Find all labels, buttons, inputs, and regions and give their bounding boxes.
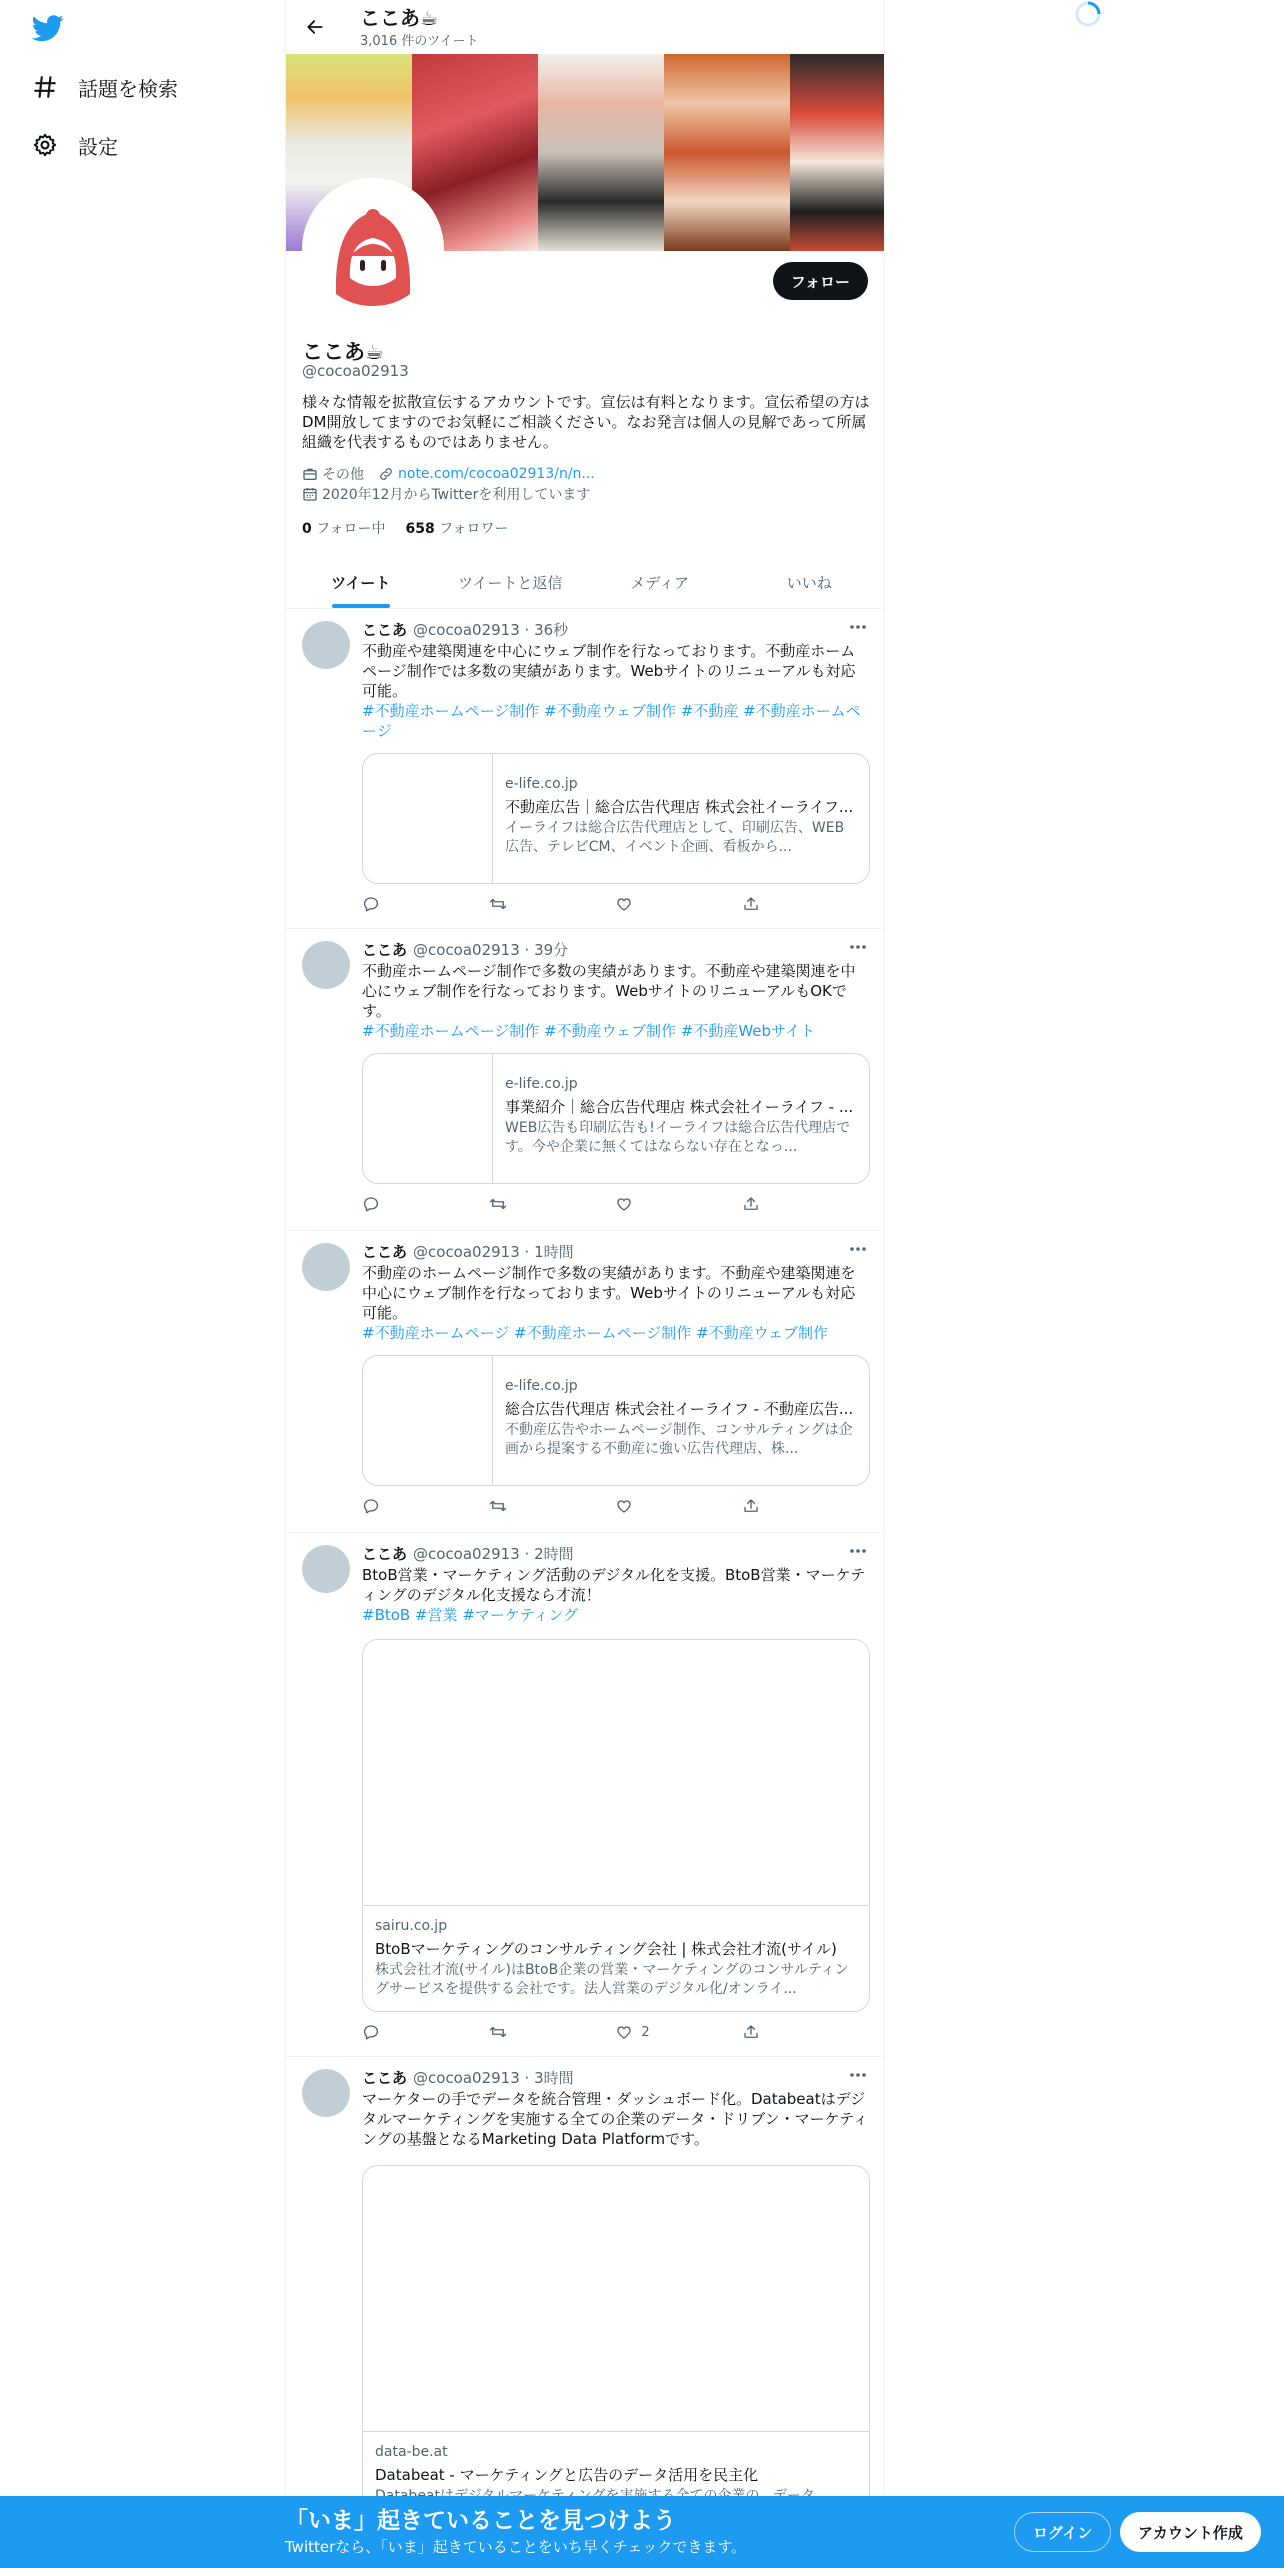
tweet-actions [362, 1195, 802, 1213]
header-tweet-count: 3,016 件のツイート [360, 34, 479, 49]
tweet-avatar[interactable] [302, 1243, 350, 1291]
profile-follow-stats [302, 518, 509, 538]
profile-meta-row [302, 464, 595, 484]
tab-tweets[interactable]: ツイート [286, 556, 436, 608]
profile-handle: @cocoa02913 [302, 362, 409, 380]
tweet-actions [362, 1497, 802, 1515]
link-card-body [505, 1378, 857, 1459]
reply-button[interactable] [362, 2023, 422, 2041]
signup-button[interactable]: アカウント作成 [1120, 2512, 1261, 2552]
profile-link[interactable]: note.com/cocoa02913/n/n... [398, 466, 595, 482]
share-icon [742, 2023, 760, 2041]
more-options-icon[interactable] [848, 2067, 868, 2083]
tweet-hashtags[interactable]: #不動産ホームページ #不動産ホームページ制作 #不動産ウェブ制作 [362, 1324, 829, 1342]
link-card-body [363, 1906, 869, 2011]
followers-link[interactable] [406, 518, 509, 538]
link-card-description: 不動産広告やホームページ制作、コンサルティングは企画から提案する不動産に強い広告代理店、株... [505, 1422, 853, 1457]
profile-avatar[interactable] [302, 178, 444, 320]
profile-bio: 様々な情報を拡散宣伝するアカウントです。宣伝は有料となります。宣伝希望の方はDM開放してますのでお気軽にご相談ください。なお発言は個人の見解であって所属組織を代表するものではありません。 [302, 393, 870, 451]
main-column [285, 0, 885, 2568]
tweet-text: 不動産のホームページ制作で多数の実績があります。不動産や建築関連を中心にウェブ制作を行なっております。Webサイトのリニューアルも対応可能。 [362, 1264, 856, 1322]
link-card[interactable] [362, 753, 870, 884]
retweet-icon [489, 895, 507, 913]
followers-label: フォロワー [439, 521, 509, 537]
tweet-author-name[interactable]: ここあ [362, 621, 408, 639]
reply-icon [362, 2023, 380, 2041]
tweet-avatar[interactable] [302, 2069, 350, 2117]
link-card-domain: sairu.co.jp [375, 1918, 448, 1934]
tweet[interactable] [286, 929, 884, 1231]
tweet-avatar[interactable] [302, 941, 350, 989]
link-card-domain: e-life.co.jp [505, 1076, 578, 1092]
link-card-body [505, 1076, 857, 1157]
tab-media[interactable]: メディア [630, 573, 690, 592]
twitter-logo-icon[interactable] [32, 12, 64, 44]
following-label: フォロー中 [316, 521, 386, 537]
tab-tweets-and-replies[interactable]: ツイートと返信 [458, 573, 563, 592]
tweet[interactable] [286, 1533, 884, 2057]
link-card-domain: e-life.co.jp [505, 1378, 578, 1394]
reply-icon [362, 1195, 380, 1213]
follow-button[interactable]: フォロー [773, 262, 868, 300]
banner-image-5 [790, 54, 884, 251]
tweet-text: 不動産や建築関連を中心にウェブ制作を行なっております。不動産ホームページ制作では多数の実績があります。Webサイトのリニューアルも対応可能。 [362, 642, 856, 700]
link-card-body [505, 776, 857, 857]
tweet-hashtags[interactable]: #不動産ホームページ制作 #不動産ウェブ制作 #不動産Webサイト [362, 1022, 815, 1040]
link-icon [378, 466, 394, 482]
heart-icon [615, 2023, 633, 2041]
nav-settings-label: 設定 [78, 134, 118, 159]
share-icon [742, 1497, 760, 1515]
back-button[interactable] [300, 12, 330, 42]
tweet-handle-time[interactable]: @cocoa02913 · 2時間 [413, 1545, 574, 1563]
tweet-actions [362, 2023, 802, 2041]
tweet-hashtags[interactable]: #BtoB #営業 #マーケティング [362, 1606, 579, 1624]
tweet-avatar[interactable] [302, 621, 350, 669]
tweet-hashtags[interactable]: #不動産ホームページ制作 #不動産ウェブ制作 #不動産 #不動産ホームページ [362, 702, 861, 740]
link-card[interactable] [362, 1355, 870, 1486]
tweet-text: 不動産ホームページ制作で多数の実績があります。不動産や建築関連を中心にウェブ制作を行なっております。WebサイトのリニューアルもOKです。 [362, 962, 856, 1020]
link-card-image [363, 1356, 493, 1485]
heart-icon [615, 1497, 633, 1515]
link-card-description: WEB広告も印刷広告も!イーライフは総合広告代理店です。今や企業に無くてはならない存在となっ... [505, 1120, 851, 1155]
profile-tabs [286, 556, 884, 609]
reply-button[interactable] [362, 1497, 422, 1515]
link-card-large[interactable] [362, 1639, 870, 2012]
tweet-text: マーケターの手でデータを統合管理・ダッシュボード化。Databeatはデジタルマーケティングを実施する全ての企業のデータ・ドリブン・マーケティングの基盤となるMarketing Data Platformです。 [362, 2090, 869, 2148]
link-card-description: イーライフは総合広告代理店として、印刷広告、WEB広告、テレビCM、イベント企画、看板から... [505, 820, 845, 855]
profile-joined: 2020年12月からTwitterを利用しています [322, 487, 591, 503]
header-title: ここあ☕ [360, 6, 438, 30]
link-card-title: Databeat - マーケティングと広告のデータ活用を民主化 [375, 2466, 759, 2484]
calendar-icon [302, 486, 318, 502]
tweet-handle-time[interactable]: @cocoa02913 · 36秒 [413, 621, 569, 639]
like-button[interactable] [615, 895, 675, 913]
link-card-domain: e-life.co.jp [505, 776, 578, 792]
share-icon [742, 895, 760, 913]
nav-settings[interactable] [32, 120, 118, 170]
signup-prompt-bar [0, 2496, 1284, 2568]
link-card-image [363, 2166, 869, 2432]
avatar-illustration [306, 182, 440, 316]
share-button[interactable] [742, 2023, 802, 2041]
tweet-text: BtoB営業・マーケティング活動のデジタル化を支援。BtoB営業・マーケティングのデジタル化支援なら才流！ [362, 1566, 866, 1604]
signup-prompt-subtitle: Twitterなら、「いま」起きていることをいち早くチェックできます。 [285, 2538, 747, 2556]
link-card-domain: data-be.at [375, 2444, 448, 2460]
like-button[interactable] [615, 1195, 675, 1213]
tab-likes[interactable]: いいね [786, 573, 832, 592]
more-options-icon[interactable] [848, 939, 868, 955]
tweet-author-name[interactable]: ここあ [362, 1243, 408, 1261]
retweet-button[interactable] [489, 1497, 549, 1515]
tweet-header [362, 1241, 574, 1262]
retweet-button[interactable] [489, 895, 549, 913]
banner-image-4 [664, 54, 790, 251]
reply-icon [362, 1497, 380, 1515]
share-icon [742, 1195, 760, 1213]
more-options-icon[interactable] [848, 1241, 868, 1257]
like-count: 2 [641, 2024, 650, 2040]
reply-button[interactable] [362, 1195, 422, 1213]
following-link[interactable] [302, 518, 386, 538]
link-card-title: 総合広告代理店 株式会社イーライフ - 不動産広告... [505, 1400, 854, 1418]
tweet-handle-time[interactable]: @cocoa02913 · 39分 [413, 941, 569, 959]
profile-name: ここあ☕ [302, 340, 384, 364]
link-card-image [363, 1640, 869, 1906]
tweet-avatar[interactable] [302, 1545, 350, 1593]
tweet-header [362, 2067, 574, 2088]
tweet-actions [362, 895, 802, 913]
tweet-handle-time[interactable]: @cocoa02913 · 1時間 [413, 1243, 574, 1261]
profile-header [286, 0, 884, 54]
link-card-large[interactable] [362, 2165, 870, 2519]
hashtag-icon [32, 74, 58, 100]
tweet[interactable] [286, 1231, 884, 1533]
tweet-header [362, 939, 568, 960]
tweet[interactable] [286, 2057, 884, 2568]
tweet-author-name[interactable]: ここあ [362, 2069, 408, 2087]
loading-spinner-icon [1074, 0, 1102, 28]
like-button[interactable] [615, 2023, 675, 2041]
retweet-button[interactable] [489, 1195, 549, 1213]
tweet[interactable] [286, 609, 884, 929]
more-options-icon[interactable] [848, 1543, 868, 1559]
arrow-left-icon [305, 17, 325, 37]
link-card-description: 株式会社才流(サイル)はBtoB企業の営業・マーケティングのコンサルティングサービスを提供する会社です。法人営業のデジタル化/オンライ... [375, 1962, 849, 1997]
link-card-title: 事業紹介｜総合広告代理店 株式会社イーライフ - ... [505, 1098, 854, 1116]
profile-joined-row [302, 484, 590, 504]
share-button[interactable] [742, 1497, 802, 1515]
retweet-button[interactable] [489, 2023, 549, 2041]
heart-icon [615, 1195, 633, 1213]
followers-count: 658 [405, 521, 435, 537]
link-card-image [363, 1054, 493, 1183]
tweet-handle-time[interactable]: @cocoa02913 · 3時間 [413, 2069, 574, 2087]
retweet-icon [489, 1497, 507, 1515]
nav-explore-label: 話題を検索 [78, 76, 178, 101]
banner-image-3 [538, 54, 664, 251]
link-card-title: BtoBマーケティングのコンサルティング会社 | 株式会社才流(サイル) [375, 1940, 837, 1958]
retweet-icon [489, 1195, 507, 1213]
gear-icon [32, 132, 58, 158]
retweet-icon [489, 2023, 507, 2041]
tweet-author-name[interactable]: ここあ [362, 1545, 408, 1563]
share-button[interactable] [742, 895, 802, 913]
following-count: 0 [302, 521, 312, 537]
login-button[interactable]: ログイン [1014, 2512, 1111, 2552]
like-button[interactable] [615, 1497, 675, 1515]
link-card[interactable] [362, 1053, 870, 1184]
reply-button[interactable] [362, 895, 422, 913]
reply-icon [362, 895, 380, 913]
tweet-header [362, 1543, 574, 1564]
profile-category: その他 [322, 467, 364, 483]
tweet-header [362, 619, 568, 640]
tweet-author-name[interactable]: ここあ [362, 941, 408, 959]
link-card-title: 不動産広告｜総合広告代理店 株式会社イーライフ... [505, 798, 854, 816]
nav-explore[interactable] [32, 62, 178, 112]
share-button[interactable] [742, 1195, 802, 1213]
briefcase-icon [302, 466, 318, 482]
more-options-icon[interactable] [848, 619, 868, 635]
signup-prompt-title: 「いま」起きていることを見つけよう [285, 2508, 676, 2534]
link-card-image [363, 754, 493, 883]
heart-icon [615, 895, 633, 913]
